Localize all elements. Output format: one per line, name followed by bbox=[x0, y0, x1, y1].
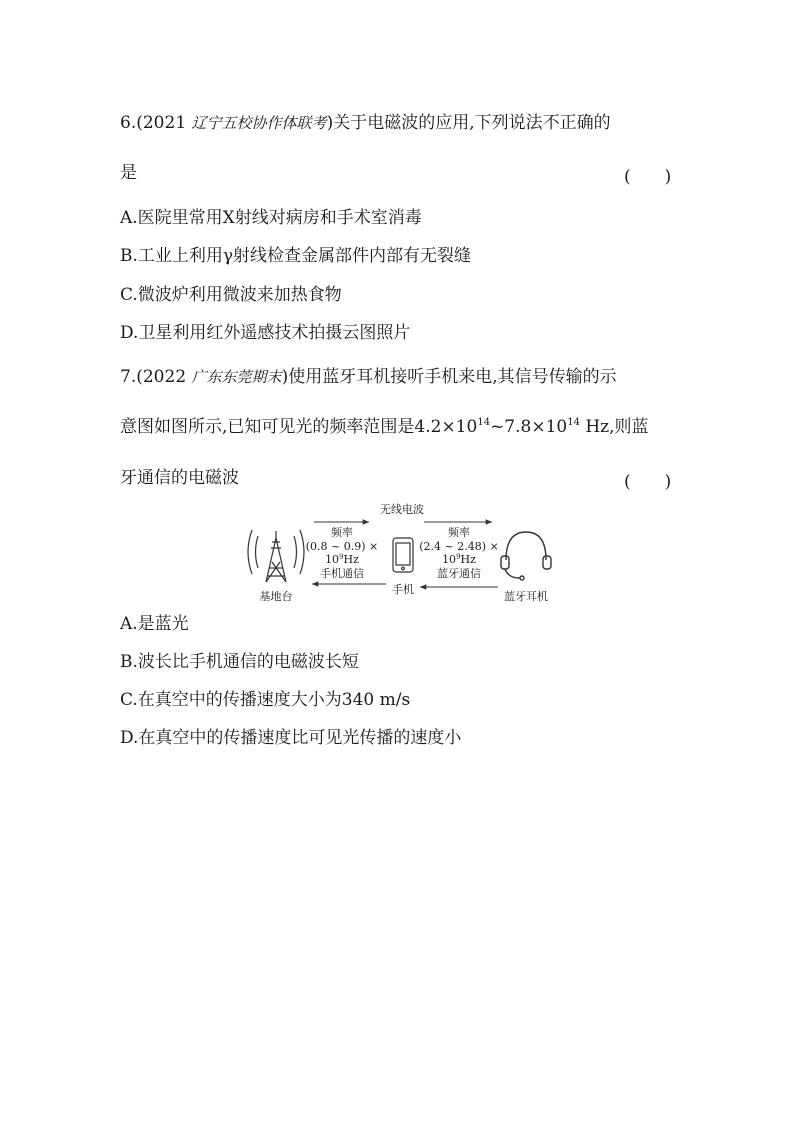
q7-source-close: ) bbox=[281, 367, 289, 387]
q7-stem-line3 bbox=[120, 467, 239, 489]
q6-source-close: ) bbox=[326, 113, 334, 133]
q7-exponent1: 14 bbox=[477, 417, 491, 428]
q6-option-d: D.卫星利用红外遥感技术拍摄云图照片 bbox=[120, 323, 411, 343]
q7-option-b: B.波长比手机通信的电磁波长短 bbox=[120, 652, 359, 672]
q7-stem-text2a: 意图如图所示,已知可见光的频率范围是4.2×10 bbox=[120, 417, 478, 437]
q7-exponent2: 14 bbox=[567, 417, 580, 428]
q7-stem-text2c: Hz,则蓝 bbox=[579, 417, 649, 437]
q6-number: 6. bbox=[120, 113, 137, 133]
q7-option-c: C.在真空中的传播速度大小为340 m/s bbox=[120, 690, 411, 710]
right-freq-title: 频率 bbox=[448, 526, 470, 539]
phone-icon bbox=[393, 538, 413, 572]
signal-diagram bbox=[236, 500, 566, 610]
left-freq-title: 频率 bbox=[331, 526, 353, 539]
tower-label: 基地台 bbox=[259, 590, 293, 603]
q6-option-a: A.医院里常用X射线对病房和手术室消毒 bbox=[120, 208, 422, 228]
right-freq-value: $10^9Hz$ bbox=[442, 553, 476, 566]
q7-stem-text1: 使用蓝牙耳机接听手机来电,其信号传输的示 bbox=[288, 367, 617, 387]
q7-source-open: (2022 bbox=[136, 367, 187, 387]
q6-stem-line1 bbox=[120, 112, 611, 134]
q6-option-c: C.微波炉利用微波来加热食物 bbox=[120, 285, 342, 305]
q6-option-b: B.工业上利用γ射线检查金属部件内部有无裂缝 bbox=[120, 246, 472, 266]
wireless-label: 无线电波 bbox=[380, 503, 424, 516]
q6-stem-text1: 关于电磁波的应用,下列说法不正确的 bbox=[333, 113, 611, 133]
headset-icon bbox=[501, 532, 551, 580]
q6-answer-blank: ( ) bbox=[624, 167, 672, 187]
q6-source: 辽宁五校协作体联考 bbox=[191, 114, 327, 132]
headset-label: 蓝牙耳机 bbox=[504, 590, 548, 603]
q6-stem-text2: 是 bbox=[120, 163, 137, 183]
q7-number: 7. bbox=[120, 367, 137, 387]
q6-source-open: (2021 bbox=[136, 113, 187, 133]
phone-label: 手机 bbox=[392, 583, 414, 596]
q7-stem-text2b: ~7.8×10 bbox=[490, 417, 568, 437]
left-freq-range: (0.8 ~ 0.9) × bbox=[305, 540, 379, 553]
left-comm-label: 手机通信 bbox=[320, 567, 364, 580]
q7-option-a: A.是蓝光 bbox=[120, 614, 189, 634]
tower-icon bbox=[248, 530, 304, 582]
q7-source: 广东东莞期末 bbox=[191, 368, 282, 386]
q7-answer-blank: ( ) bbox=[624, 472, 672, 492]
left-freq-value: $10^9Hz$ bbox=[325, 553, 359, 566]
q7-option-d: D.在真空中的传播速度比可见光传播的速度小 bbox=[120, 728, 462, 748]
q6-stem-line2 bbox=[120, 162, 137, 184]
q7-stem-line2 bbox=[120, 416, 649, 438]
q7-stem-text3: 牙通信的电磁波 bbox=[120, 468, 239, 488]
right-freq-range: (2.4 ~ 2.48) × bbox=[419, 540, 499, 553]
q7-stem-line1 bbox=[120, 366, 617, 388]
right-comm-label: 蓝牙通信 bbox=[437, 567, 481, 580]
